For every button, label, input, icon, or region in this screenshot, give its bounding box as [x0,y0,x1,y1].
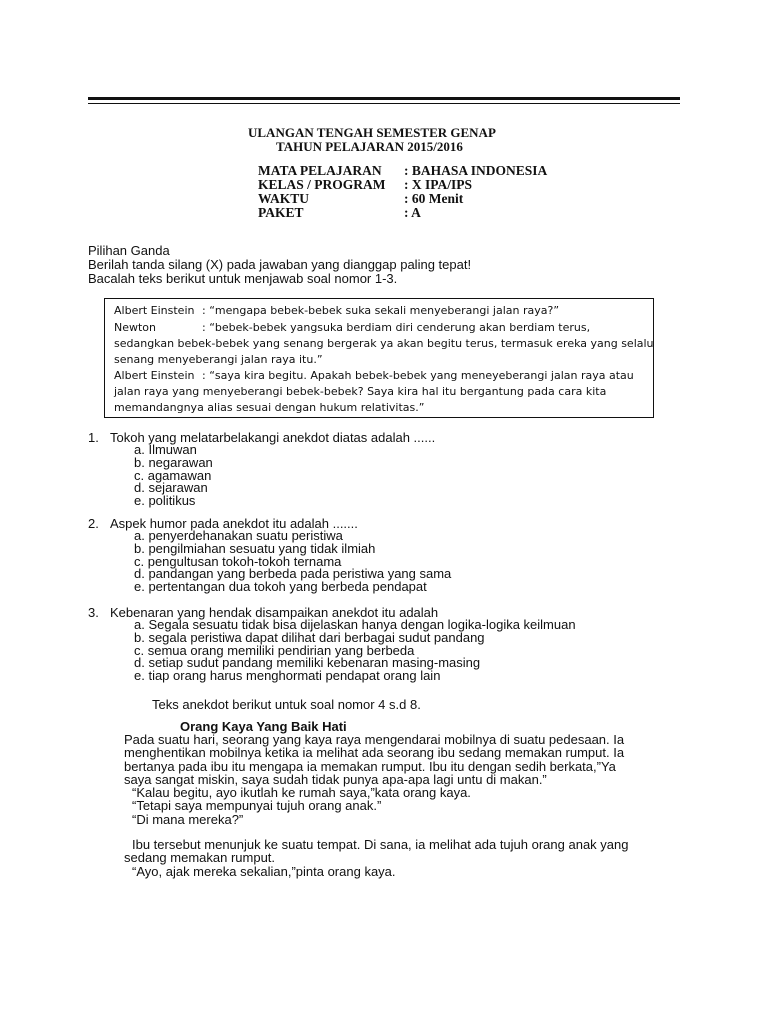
meta-value: : BAHASA INDONESIA [404,163,548,178]
dialog-text: : “saya kira begitu. Apakah bebek-bebek yang meneyeberangi jalan raya atau [202,369,634,382]
question-stem: Aspek humor pada anekdot itu adalah ....... [110,516,358,531]
dialog-line: senang menyeberangi jalan raya itu.” [114,353,323,366]
dialog-line: sedangkan bebek-bebek yang senang bergerak ya akan begitu terus, termasuk ereka yang selalu [114,337,654,350]
dialog-text: : “bebek-bebek yangsuka berdiam diri cenderung akan berdiam terus, [202,321,591,334]
answer-option[interactable]: a. penyerdehanakan suatu peristiwa [134,528,343,543]
answer-option[interactable]: d. setiap sudut pandang memiliki kebenaran masing-masing [134,655,481,671]
dialog-line: jalan raya yang menyeberangi bebek-bebek? Saya kira hal itu bergantung pada cara kita [114,385,607,398]
instruction-text: Berilah tanda silang (X) pada jawaban yang dianggap paling tepat! [88,257,472,272]
answer-option[interactable]: c. agamawan [134,467,212,483]
answer-option[interactable]: b. pengilmiahan sesuatu yang tidak ilmiah [134,540,376,556]
meta-value: : 60 Menit [404,191,464,206]
anecdote-dialog-box [104,298,654,418]
meta-label: KELAS / PROGRAM [258,177,386,192]
story-line: Pada suatu hari, seorang yang kaya raya mengendarai mobilnya di suatu pedesaan. Ia [124,732,625,747]
section-heading: Pilihan Ganda [88,243,170,258]
header-rule-thin [88,103,680,104]
story-line: “Di mana mereka?” [132,811,244,827]
dialog-line [114,321,590,334]
question-number: 2. [88,516,99,531]
question-stem: Kebenaran yang hendak disampaikan anekdot itu adalah [110,605,439,620]
answer-option[interactable]: a. Ilmuwan [134,442,197,457]
question-number: 3. [88,605,99,620]
answer-option[interactable]: b. segala peristiwa dapat dilihat dari berbagai sudut pandang [134,629,485,645]
question-2 [88,517,451,594]
answer-option[interactable]: e. politikus [134,493,196,509]
story-text [124,733,628,878]
question-3 [88,606,576,683]
story-line: menghentikan mobilnya ketika ia melihat ada seorang ibu sedang memakan rumput. Ia [124,745,625,761]
meta-value: : A [404,205,421,220]
dialog-line: memandangnya alias sesuai dengan hukum relativitas.” [114,401,425,414]
story-line: “Tetapi saya mempunyai tujuh orang anak.” [132,798,382,814]
story-line: sedang memakan rumput. [124,850,276,866]
answer-option[interactable]: e. tiap orang harus menghormati pendapat orang lain [134,668,441,684]
story-line: bertanya pada ibu itu mengapa ia memakan rumput. Ibu itu dengan sedih berkata,”Ya [124,758,616,774]
reading-instruction: Bacalah teks berikut untuk menjawab soal nomor 1-3. [88,271,398,286]
meta-label: PAKET [258,205,304,220]
story-line: “Kalau begitu, ayo ikutlah ke rumah saya,”kata orang kaya. [132,785,471,801]
meta-value: : X IPA/IPS [404,177,473,192]
question-number: 1. [88,430,99,445]
answer-option[interactable]: e. pertentangan dua tokoh yang berbeda pendapat [134,579,427,595]
dialog-line [114,304,559,317]
question-1 [88,431,435,508]
answer-option[interactable]: c. semua orang memiliki pendirian yang berbeda [134,642,415,658]
header-rule-thick [88,97,680,100]
exam-title: ULANGAN TENGAH SEMESTER GENAP [248,125,496,140]
answer-option[interactable]: b. negarawan [134,454,213,470]
dialog-line [114,369,634,382]
dialog-text: : “mengapa bebek-bebek suka sekali menyeberangi jalan raya?” [202,304,560,317]
question-stem: Tokoh yang melatarbelakangi anekdot diatas adalah ...... [110,430,436,445]
story-line: Ibu tersebut menunjuk ke suatu tempat. Di sana, ia melihat ada tujuh orang anak yang [132,837,629,853]
story-line: “Ayo, ajak mereka sekalian,”pinta orang kaya. [132,863,396,879]
passage-note: Teks anekdot berikut untuk soal nomor 4 s.d 8. [152,697,421,712]
dialog-speaker: Albert Einstein [114,369,195,382]
answer-option[interactable]: d. sejarawan [134,480,208,496]
story-line: saya sangat miskin, saya sudah tidak punya apa-apa lagi untu di makan.” [124,771,547,787]
story-title: Orang Kaya Yang Baik Hati [180,719,347,734]
dialog-speaker: Albert Einstein [114,304,195,317]
exam-year: TAHUN PELAJARAN 2015/2016 [276,139,463,154]
answer-option[interactable]: a. Segala sesuatu tidak bisa dijelaskan hanya dengan logika-logika keilmuan [134,617,576,632]
instructions [88,244,471,286]
meta-label: MATA PELAJARAN [258,163,382,178]
answer-option[interactable]: c. pengultusan tokoh-tokoh ternama [134,553,342,569]
answer-option[interactable]: d. pandangan yang berbeda pada peristiwa yang sama [134,566,452,582]
meta-label: WAKTU [258,191,310,206]
dialog-speaker: Newton [114,321,157,334]
